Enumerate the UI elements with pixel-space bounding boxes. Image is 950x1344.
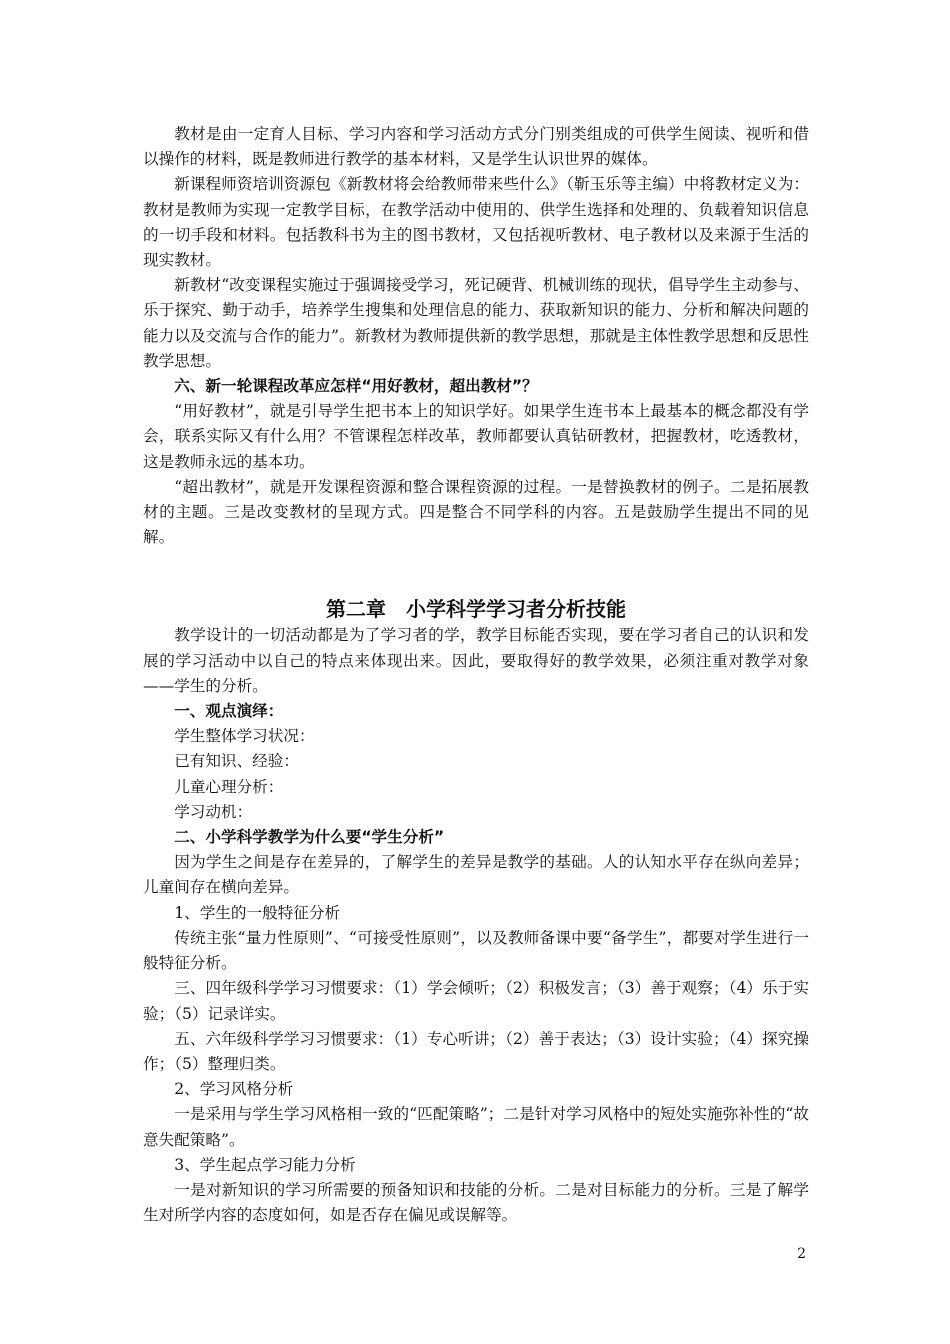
list-item: 学生整体学习状况： [174,727,315,746]
heading-viewpoints: 一、观点演绎： [174,702,284,721]
subheading-general-features: 1、学生的一般特征分析 [174,903,341,922]
paragraph-resource-pack-definition: 新课程师资培训资源包《新教材将会给教师带来些什么》（靳玉乐等主编）中将教材定义为：教材是教师为实现一定教学目标，在教学活动中使用的、供学生选择和处理的、负载着知识信息的一切手段和材料。包括教科书为主的图书教材，又包括视听教材、电子教材以及来源于生活的现实教材。 [143,175,809,270]
paragraph-chapter-intro: 教学设计的一切活动都是为了学习者的学，教学目标能否实现，要在学习者自己的认识和发展的学习活动中以自己的特点来体现出来。因此，要取得好的教学效果，必须注重对教学对象——学生的分析。 [143,626,809,695]
paragraph-traditional-principles: 传统主张“量力性原则”、“可接受性原则”，以及教师备课中要“备学生”，都要对学生进行一般特征分析。 [143,928,809,973]
paragraph-new-textbook: 新教材“改变课程实施过于强调接受学习，死记硬背、机械训练的现状，倡导学生主动参与、乐于探究、勤于动手，培养学生搜集和处理信息的能力、获取新知识的能力、分析和解决问题的能力以及交流与合作的能力”。新教材为教师提供新的教学思想，那就是主体性教学思想和反思性教学思想。 [143,276,809,370]
paragraph-grade-5-6-habits: 五、六年级科学学习习惯要求：（1）专心听讲；（2）善于表达；（3）设计实验；（4）探究操作；（5）整理归类。 [143,1029,809,1073]
paragraph-grade-3-4-habits: 三、四年级科学学习习惯要求：（1）学会倾听；（2）积极发言；（3）善于观察；（4）乐于实验；（5）记录详实。 [143,979,809,1023]
chapter-title: 第二章 小学科学学习者分析技能 [326,597,626,622]
subheading-learning-style: 2、学习风格分析 [174,1080,294,1099]
paragraph-student-differences: 因为学生之间是存在差异的，了解学生的差异是教学的基础。人的认知水平存在纵向差异；儿童间存在横向差异。 [143,853,809,897]
paragraph-beyond-textbook: “超出教材”，就是开发课程资源和整合课程资源的过程。一是替换教材的例子。二是拓展教材的主题。三是改变教材的呈现方式。四是整合不同学科的内容。五是鼓励学生提出不同的见解。 [143,477,809,547]
heading-why-student-analysis: 二、小学科学教学为什么要“学生分析” [174,828,445,847]
paragraph-learning-style: 一是采用与学生学习风格相一致的“匹配策略”；二是针对学习风格中的短处实施弥补性的“故意失配策略”。 [143,1105,809,1149]
paragraph-starting-ability: 一是对新知识的学习所需要的预备知识和技能的分析。二是对目标能力的分析。三是了解学生对所学内容的态度如何，如是否存在偏见或误解等。 [143,1180,809,1225]
heading-section-6: 六、新一轮课程改革应怎样“用好教材，超出教材”？ [174,377,538,396]
list-item: 已有知识、经验： [174,752,299,771]
paragraph-textbook-definition: 教材是由一定育人目标、学习内容和学习活动方式分门别类组成的可供学生阅读、视听和借以操作的材料，既是教师进行教学的基本材料，又是学生认识世界的媒体。 [143,125,809,169]
paragraph-use-textbook: “用好教材”，就是引导学生把书本上的知识学好。如果学生连书本上最基本的概念都没有学会，联系实际又有什么用？不管课程怎样改革，教师都要认真钻研教材，把握教材，吃透教材，这是教师永远的基本功。 [143,402,809,471]
list-item: 学习动机： [174,802,253,821]
page-number: 2 [797,1246,806,1262]
document-page [143,122,809,1228]
subheading-starting-ability: 3、学生起点学习能力分析 [174,1155,356,1174]
list-item: 儿童心理分析： [174,777,284,796]
